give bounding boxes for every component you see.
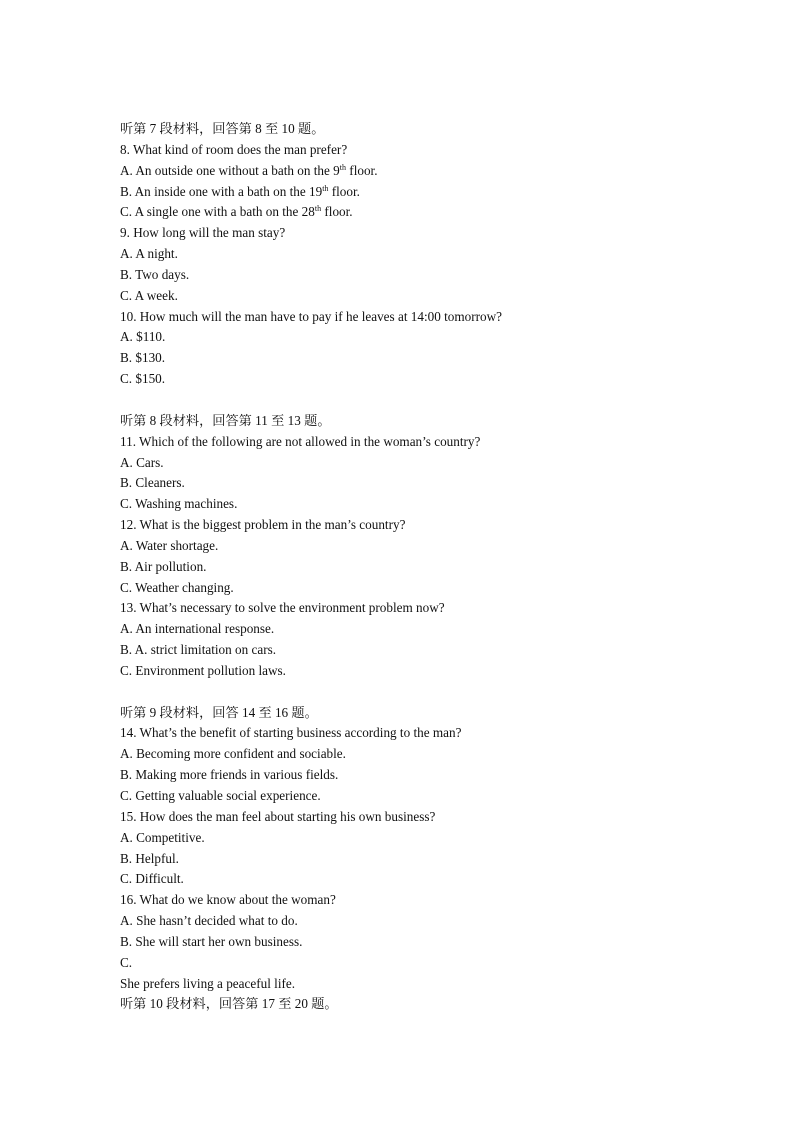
- answer-option: C. $150.: [120, 371, 166, 387]
- answer-option: C. Environment pollution laws.: [120, 662, 286, 678]
- answer-option: B. Two days.: [120, 266, 190, 282]
- answer-option: B. Cleaners.: [120, 475, 185, 491]
- question-text: 12. What is the biggest problem in the man’s country?: [120, 517, 406, 533]
- answer-option: B. An inside one with a bath on the 19th floor.: [120, 183, 360, 199]
- answer-option: C. Difficult.: [120, 871, 184, 887]
- question-text: 8. What kind of room does the man prefer?: [120, 141, 348, 157]
- question-text: 11. Which of the following are not allowed in the woman’s country?: [120, 433, 481, 449]
- question-text: 13. What’s necessary to solve the environment problem now?: [120, 600, 445, 616]
- exam-page: [120, 119, 720, 1015]
- question-text: 16. What do we know about the woman?: [120, 892, 336, 908]
- question-text: 10. How much will the man have to pay if he leaves at 14:00 tomorrow?: [120, 308, 502, 324]
- section-header: 听第 10 段材料，回答第 17 至 20 题。: [120, 996, 338, 1012]
- answer-option: B. She will start her own business.: [120, 933, 303, 949]
- answer-option: C. A single one with a bath on the 28th floor.: [120, 204, 353, 220]
- section-header: 听第 8 段材料，回答第 11 至 13 题。: [120, 412, 331, 428]
- answer-option: A. An outside one without a bath on the 9th floor.: [120, 162, 378, 178]
- section-header: 听第 9 段材料，回答 14 至 16 题。: [120, 704, 318, 720]
- answer-option: C. A week.: [120, 287, 178, 303]
- answer-option: B. A. strict limitation on cars.: [120, 642, 277, 658]
- section-gap: [120, 682, 720, 703]
- question-text: 14. What’s the benefit of starting business according to the man?: [120, 725, 462, 741]
- answer-option: A. An international response.: [120, 621, 275, 637]
- answer-option: C. Washing machines.: [120, 496, 238, 512]
- answer-option: A. $110.: [120, 329, 166, 345]
- answer-option: A. A night.: [120, 246, 178, 262]
- section-header: 听第 7 段材料，回答第 8 至 10 题。: [120, 121, 325, 136]
- answer-option: C.: [120, 954, 133, 970]
- answer-option: B. Helpful.: [120, 850, 179, 866]
- answer-option: B. $130.: [120, 350, 166, 366]
- answer-option: C. Weather changing.: [120, 579, 234, 595]
- answer-option: B. Making more friends in various fields.: [120, 767, 339, 783]
- question-text: 15. How does the man feel about starting his own business?: [120, 808, 436, 824]
- answer-option: A. Competitive.: [120, 829, 205, 845]
- answer-option: B. Air pollution.: [120, 558, 207, 574]
- answer-option: C. Getting valuable social experience.: [120, 788, 321, 803]
- answer-option: She prefers living a peaceful life.: [120, 975, 296, 991]
- answer-option: A. Water shortage.: [120, 537, 219, 553]
- question-text: 9. How long will the man stay?: [120, 225, 286, 241]
- answer-option: A. Becoming more confident and sociable.: [120, 746, 346, 762]
- answer-option: A. Cars.: [120, 454, 164, 470]
- answer-option: A. She hasn’t decided what to do.: [120, 913, 298, 929]
- section-gap: [120, 390, 720, 411]
